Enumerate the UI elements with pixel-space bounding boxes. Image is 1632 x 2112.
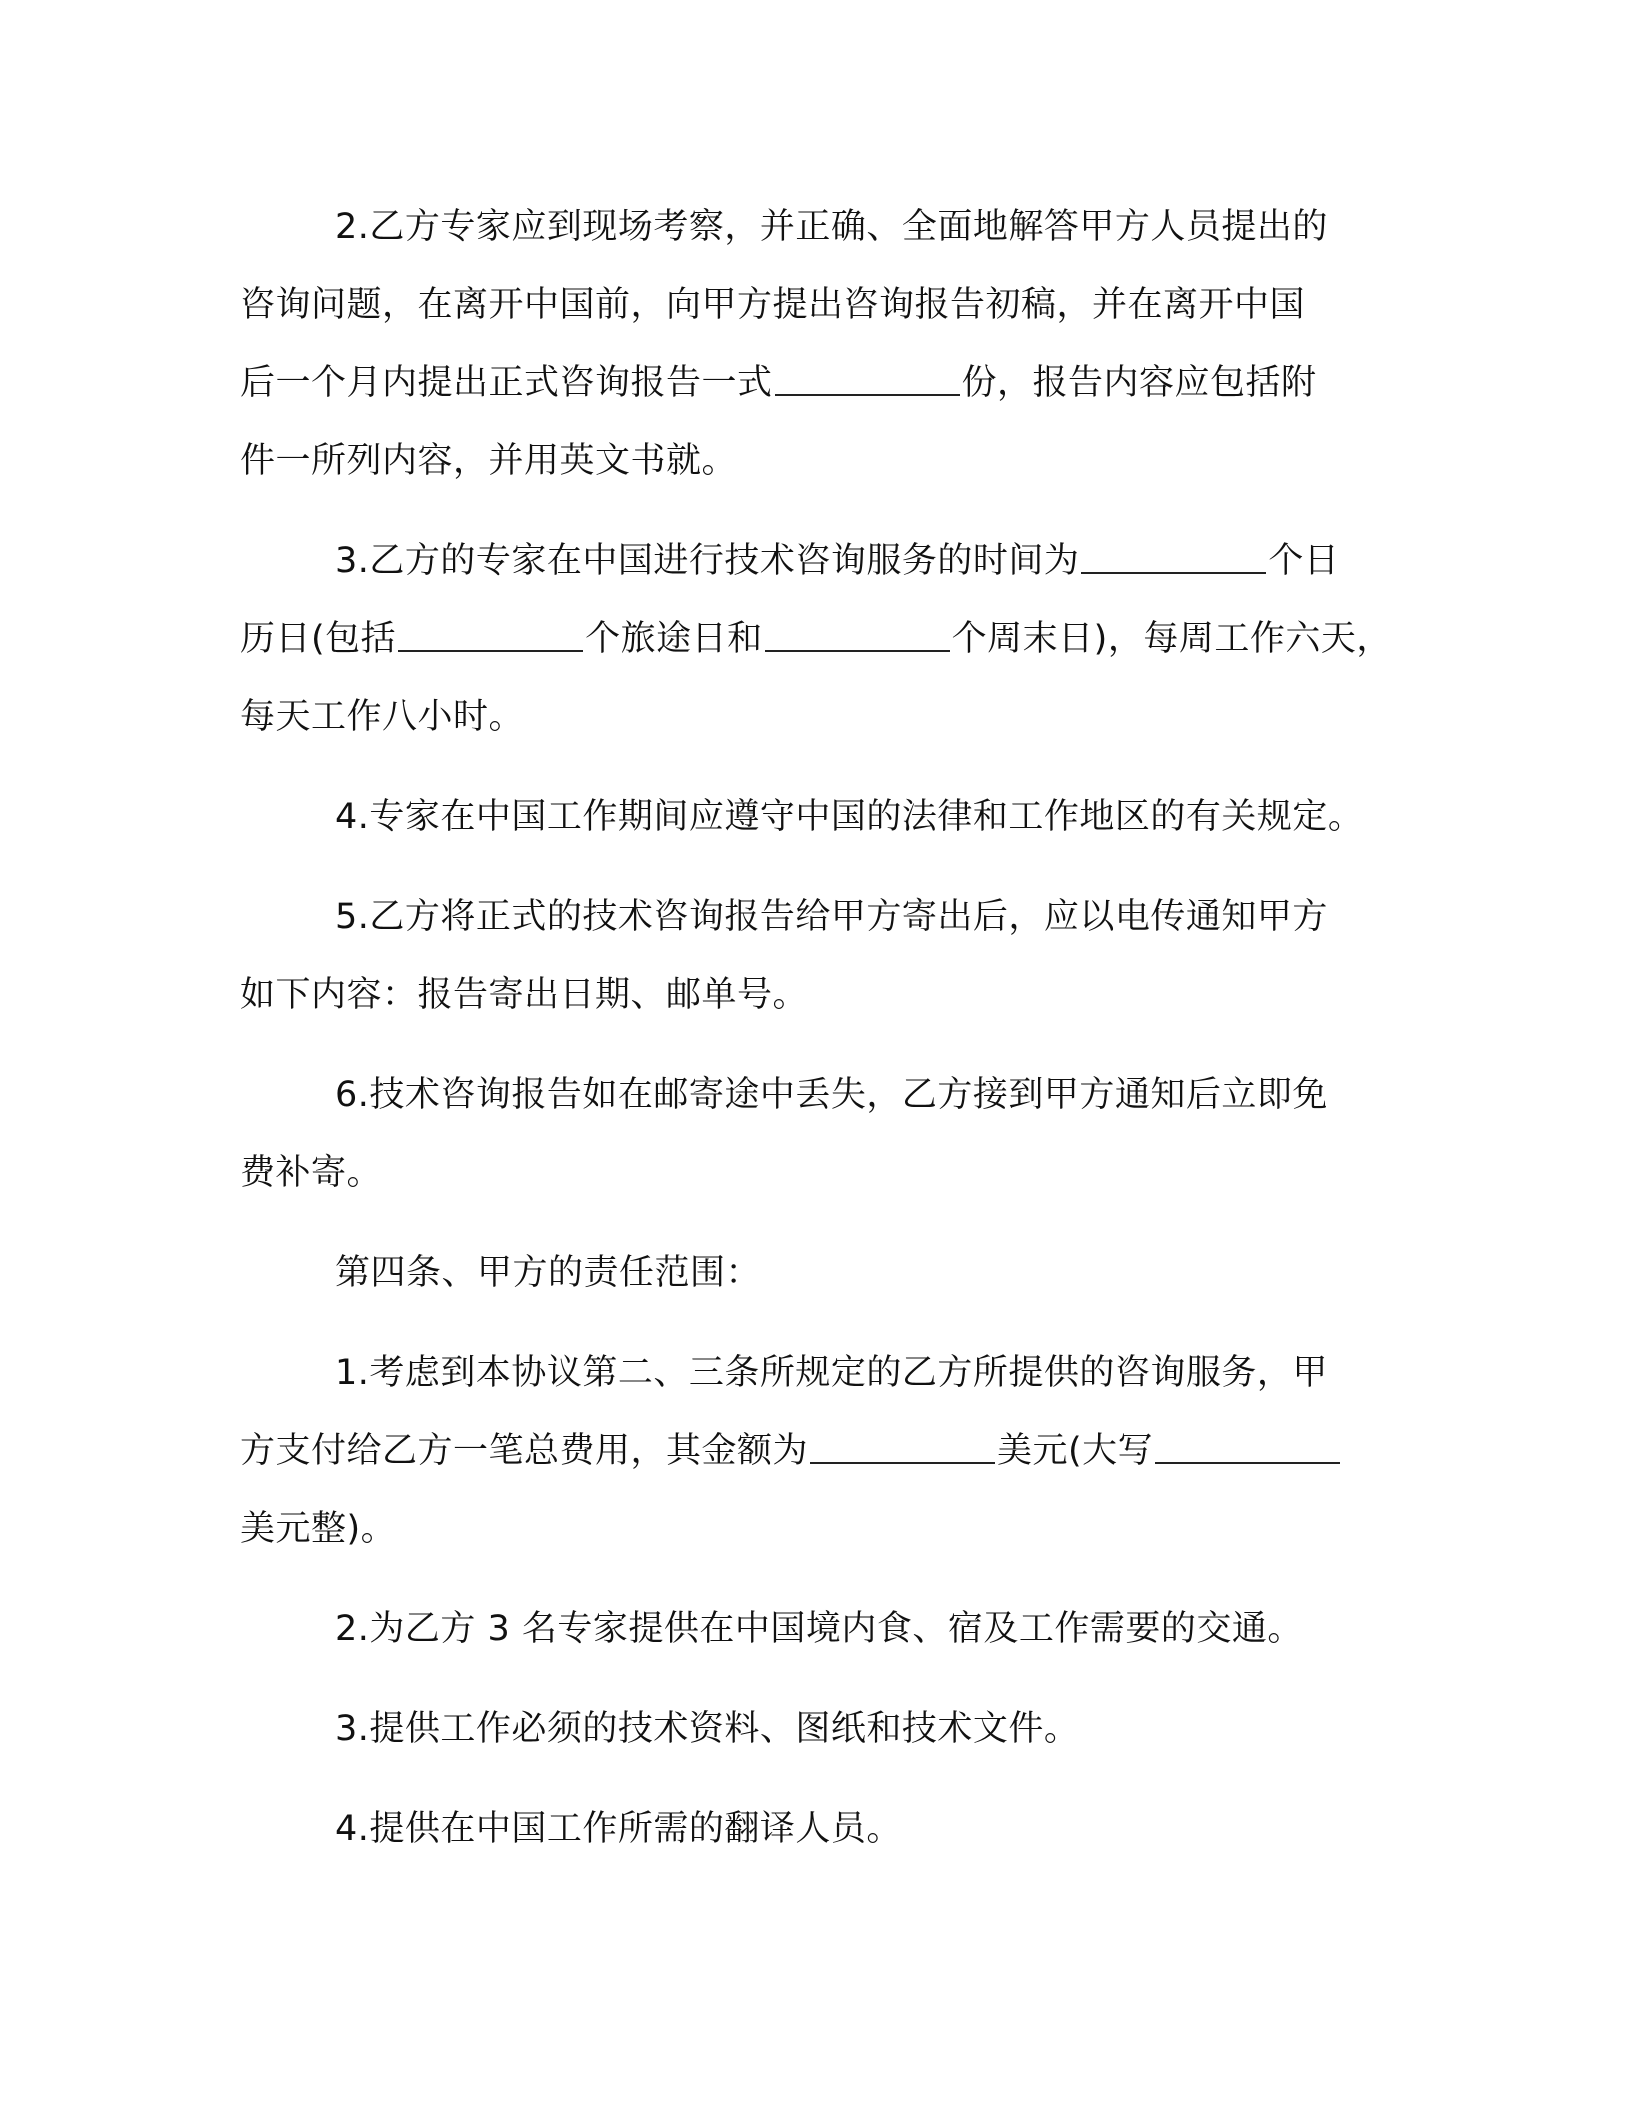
text-segment: 个周末日)，每周工作六天， xyxy=(951,619,1392,659)
paragraph-p5 xyxy=(240,878,1420,1034)
text-line xyxy=(240,188,1420,266)
text-line xyxy=(240,1690,1420,1768)
text-segment: 费补寄。 xyxy=(240,1153,383,1193)
text-line xyxy=(240,956,1420,1034)
text-segment: 2.乙方专家应到现场考察，并正确、全面地解答甲方人员提出的 xyxy=(335,207,1328,247)
text-segment: 2.为乙方 3 名专家提供在中国境内食、宿及工作需要的交通。 xyxy=(335,1609,1303,1649)
text-line xyxy=(240,1590,1420,1668)
fill-in-blank[interactable] xyxy=(810,1432,995,1464)
paragraph-p6 xyxy=(240,1056,1420,1212)
text-segment: 咨询问题，在离开中国前，向甲方提出咨询报告初稿，并在离开中国 xyxy=(240,285,1306,325)
fill-in-blank[interactable] xyxy=(765,620,950,652)
paragraph-p3 xyxy=(240,522,1420,756)
text-segment: 个日 xyxy=(1268,541,1340,581)
text-segment: 美元整)。 xyxy=(240,1509,397,1549)
document-body xyxy=(240,188,1420,1890)
text-line xyxy=(240,522,1420,600)
fill-in-blank[interactable] xyxy=(1155,1432,1340,1464)
text-line xyxy=(240,1412,1420,1490)
paragraph-a4p1 xyxy=(240,1334,1420,1568)
text-segment: 3.提供工作必须的技术资料、图纸和技术文件。 xyxy=(335,1709,1080,1749)
paragraph-p4 xyxy=(240,778,1420,856)
paragraph-a4p4 xyxy=(240,1790,1420,1868)
text-line xyxy=(240,678,1420,756)
text-line xyxy=(240,1234,1420,1312)
text-line xyxy=(240,1134,1420,1212)
text-line xyxy=(240,266,1420,344)
text-segment: 方支付给乙方一笔总费用，其金额为 xyxy=(240,1431,809,1471)
text-segment: 历日(包括 xyxy=(240,619,397,659)
paragraph-a4p3 xyxy=(240,1690,1420,1768)
text-line xyxy=(240,600,1420,678)
text-segment: 第四条、甲方的责任范围： xyxy=(335,1253,762,1293)
text-line xyxy=(240,778,1420,856)
fill-in-blank[interactable] xyxy=(398,620,583,652)
text-segment: 件一所列内容，并用英文书就。 xyxy=(240,441,738,481)
text-segment: 个旅途日和 xyxy=(585,619,763,659)
text-line xyxy=(240,344,1420,422)
text-segment: 份，报告内容应包括附 xyxy=(961,363,1317,403)
text-line xyxy=(240,422,1420,500)
text-segment: 如下内容：报告寄出日期、邮单号。 xyxy=(240,975,809,1015)
text-line xyxy=(240,1056,1420,1134)
text-segment: 3.乙方的专家在中国进行技术咨询服务的时间为 xyxy=(335,541,1080,581)
text-line xyxy=(240,1334,1420,1412)
text-segment: 4.提供在中国工作所需的翻译人员。 xyxy=(335,1809,902,1849)
text-segment: 1.考虑到本协议第二、三条所规定的乙方所提供的咨询服务，甲 xyxy=(335,1353,1328,1393)
text-segment: 5.乙方将正式的技术咨询报告给甲方寄出后，应以电传通知甲方 xyxy=(335,897,1328,937)
text-segment: 美元(大写 xyxy=(997,1431,1154,1471)
text-line xyxy=(240,878,1420,956)
text-segment: 4.专家在中国工作期间应遵守中国的法律和工作地区的有关规定。 xyxy=(335,797,1364,837)
paragraph-p2 xyxy=(240,188,1420,500)
text-segment: 6.技术咨询报告如在邮寄途中丢失，乙方接到甲方通知后立即免 xyxy=(335,1075,1328,1115)
text-line xyxy=(240,1490,1420,1568)
fill-in-blank[interactable] xyxy=(775,364,960,396)
paragraph-article4 xyxy=(240,1234,1420,1312)
text-segment: 每天工作八小时。 xyxy=(240,697,525,737)
fill-in-blank[interactable] xyxy=(1081,542,1266,574)
text-segment: 后一个月内提出正式咨询报告一式 xyxy=(240,363,773,403)
paragraph-a4p2 xyxy=(240,1590,1420,1668)
text-line xyxy=(240,1790,1420,1868)
